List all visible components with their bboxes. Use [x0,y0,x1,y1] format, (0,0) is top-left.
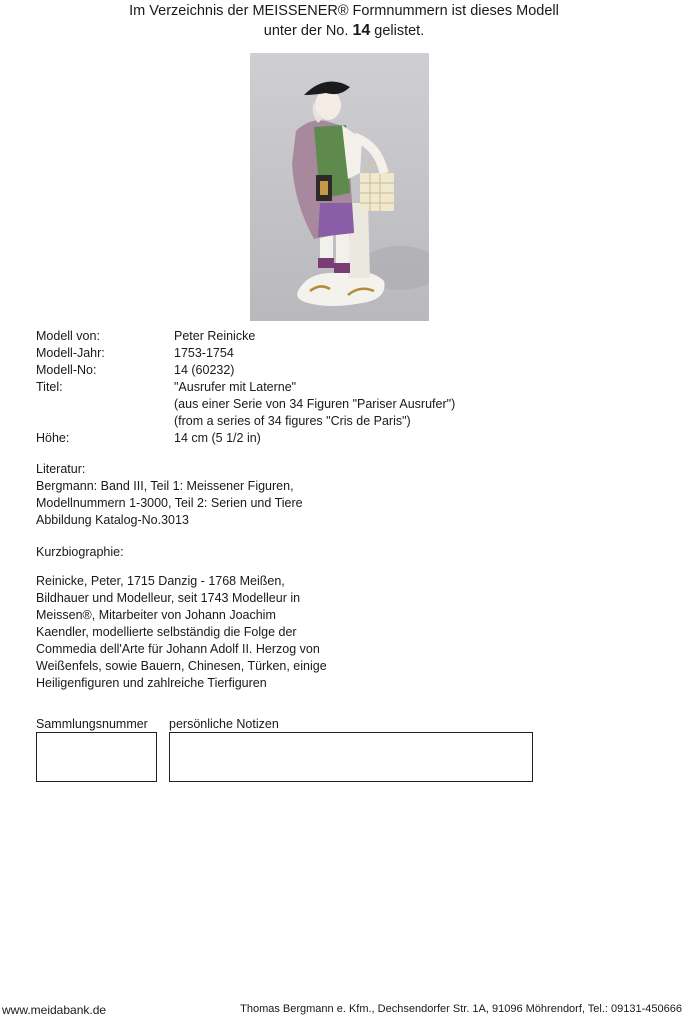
detail-row-modell-no [36,362,556,379]
figurine-photo [250,53,429,321]
value-modell-von: Peter Reinicke [174,329,256,343]
sammlungsnummer-field[interactable] [36,732,157,782]
detail-row-titel [36,379,556,396]
header-line-2 [0,21,688,41]
bio-line: Meissen®, Mitarbeiter von Johann Joachim [36,608,276,622]
bio-line: Weißenfels, sowie Bauern, Chinesen, Türken, einige [36,659,327,673]
kurzbiographie-text [36,573,327,692]
literatur-line: Bergmann: Band III, Teil 1: Meissener Figuren, [36,479,294,493]
sammlungsnummer-label: Sammlungsnummer [36,717,148,731]
value-titel-line-3: (from a series of 34 figures "Cris de Paris") [174,414,411,428]
bio-line: Heiligenfiguren und zahlreiche Tierfiguren [36,676,267,690]
literatur-line: Modellnummern 1-3000, Teil 2: Serien und Tiere [36,496,303,510]
value-hoehe: 14 cm (5 1/2 in) [174,431,261,445]
header-line-1: Im Verzeichnis der MEISSENER® Formnummern ist dieses Modell [129,3,559,19]
label-modell-von: Modell von: [36,329,100,343]
bio-line: Bildhauer und Modelleur, seit 1743 Modelleur in [36,591,301,605]
value-titel-line-1: "Ausrufer mit Laterne" [174,380,297,394]
bio-line: Reinicke, Peter, 1715 Danzig - 1768 Meißen, [36,574,285,588]
detail-row-hoehe [36,430,556,447]
label-titel: Titel: [36,380,63,394]
model-number: 14 [352,22,371,39]
detail-row-titel-2 [36,396,556,413]
footer-website[interactable]: www.meidabank.de [2,1003,107,1017]
bio-line: Kaendler, modellierte selbständig die Folge der [36,625,297,639]
detail-row-modell-von [36,328,556,345]
kurzbiographie-heading: Kurzbiographie: [36,545,124,559]
label-modell-no: Modell-No: [36,363,97,377]
literatur-line: Abbildung Katalog-No.3013 [36,513,189,527]
notizen-field[interactable] [169,732,533,782]
value-modell-no: 14 (60232) [174,363,235,377]
header-prefix: unter der No. [263,23,353,39]
detail-row-modell-jahr [36,345,556,362]
footer-address: Thomas Bergmann e. Kfm., Dechsendorfer Str. 1A, 91096 Möhrendorf, Tel.: 09131-450666 [240,1003,682,1015]
notizen-label: persönliche Notizen [169,717,279,731]
header-suffix: gelistet. [370,23,425,39]
label-hoehe: Höhe: [36,431,70,445]
value-modell-jahr: 1753-1754 [174,346,234,360]
label-modell-jahr: Modell-Jahr: [36,346,105,360]
detail-row-titel-3 [36,413,556,430]
value-titel-line-2: (aus einer Serie von 34 Figuren "Pariser Ausrufer") [174,397,456,411]
literatur-section [36,461,303,529]
literatur-heading: Literatur: [36,462,86,476]
bio-line: Commedia dell'Arte für Johann Adolf II. Herzog von [36,642,320,656]
